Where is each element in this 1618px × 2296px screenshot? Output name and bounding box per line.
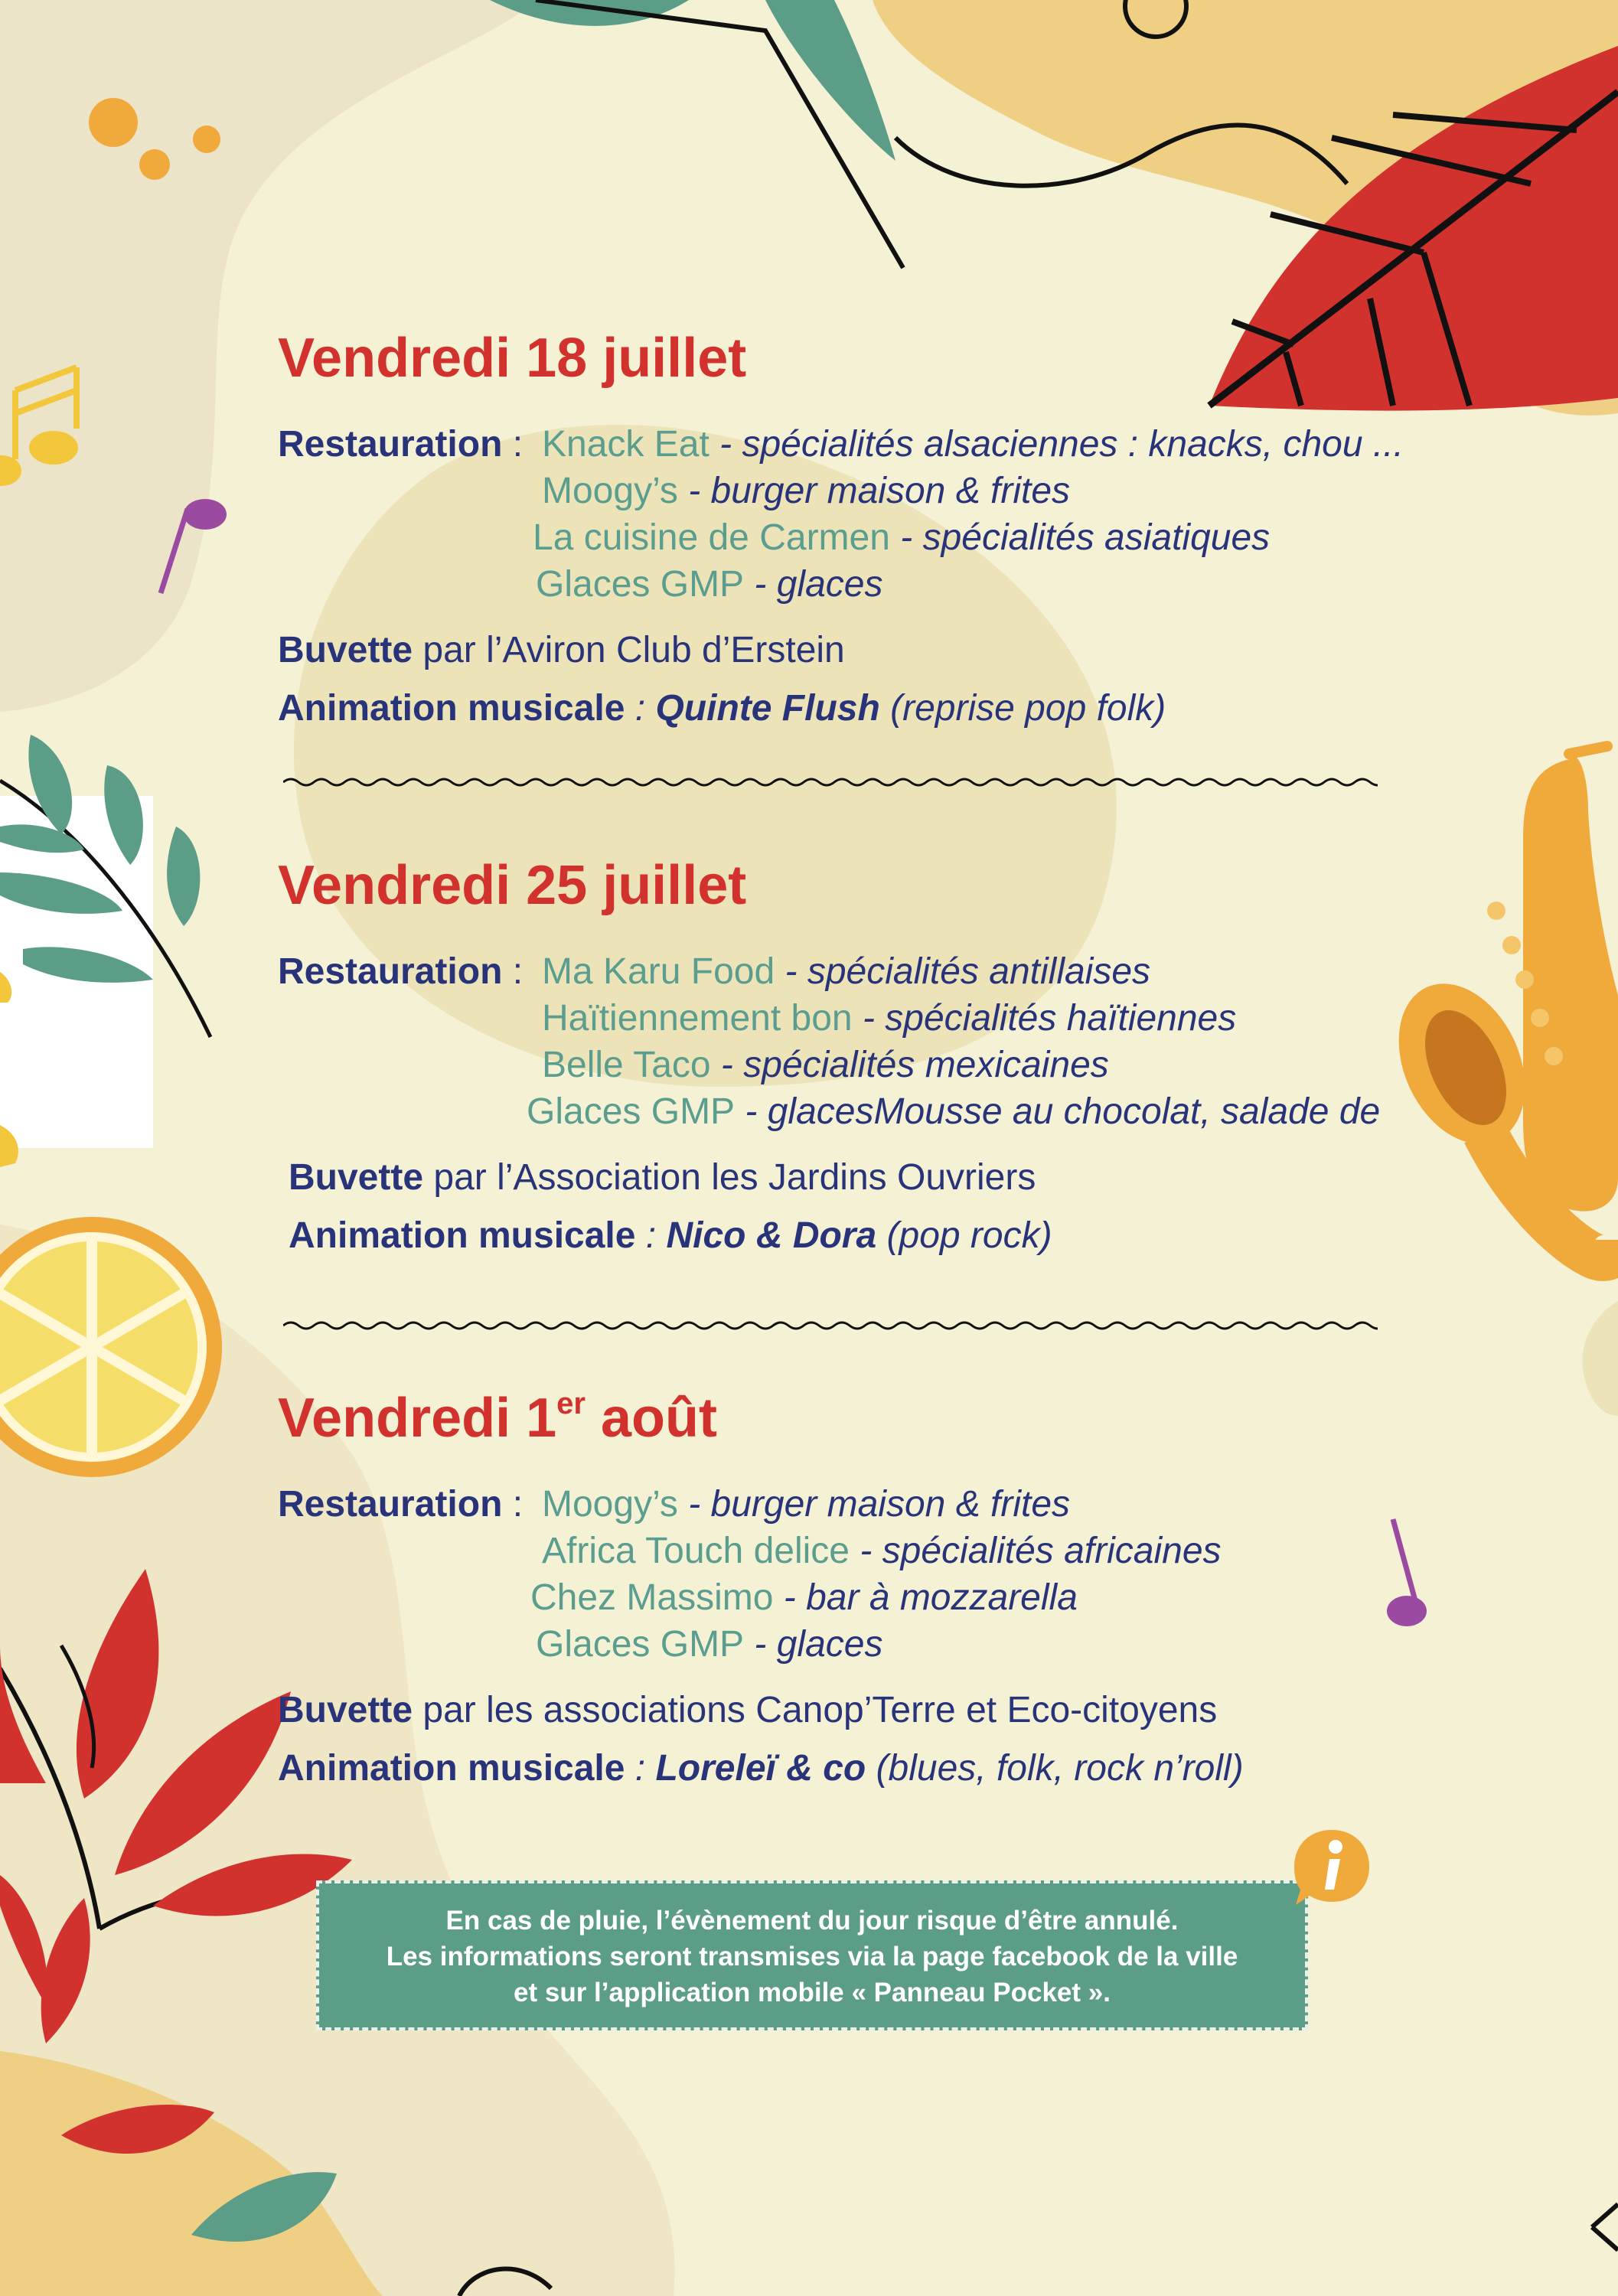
vendor-description: glaces [776,1624,883,1665]
wavy-divider [283,773,1378,791]
leaf-icon [167,827,200,926]
vendor-item: Glaces GMP - glaces [536,1624,883,1665]
vendor-item: Belle Taco - spécialités mexicaines [542,1045,1109,1085]
buvette-text: par l’Aviron Club d’Erstein [413,630,845,670]
vendor-description: spécialités alsaciennes : knacks, chou ... [742,424,1404,465]
animation-line: Animation musicale : Loreleï & co (blues, folk, rock n’roll) [278,1748,1244,1789]
label-colon: : [502,951,524,992]
vendor-description: glacesMousse au chocolat, salade de [767,1091,1381,1132]
vendor-name: Haïtiennement bon [542,998,853,1039]
animation-artist: Loreleï & co [655,1748,866,1789]
info-line: Les informations seront transmises via la page facebook de la ville [386,1942,1238,1971]
vendor-description: spécialités haïtiennes [885,998,1237,1039]
restauration-label: Restauration [278,424,503,465]
animation-label: Animation musicale [289,1215,636,1256]
label-colon: : [502,424,524,465]
animation-label: Animation musicale [278,1748,625,1789]
vendor-description: spécialités africaines [882,1531,1222,1571]
restauration-row [278,948,1472,995]
animation-artist: Quinte Flush [655,688,880,729]
vendor-item: Glaces GMP - glaces [536,564,883,605]
vendor-name: Glaces GMP [536,564,745,605]
buvette-text: par l’Association les Jardins Ouvriers [423,1157,1036,1198]
event-date-title: Vendredi 18 juillet [278,328,747,389]
buvette-label: Buvette [289,1157,424,1198]
vendor-name: Chez Massimo [530,1577,774,1618]
blob-right-edge [1582,1301,1618,1416]
vendor-description: spécialités asiatiques [922,517,1271,558]
vendor-description: burger maison & frites [710,471,1071,511]
animation-artist: Nico & Dora [666,1215,877,1256]
buvette-label: Buvette [278,630,413,670]
vendor-item: Haïtiennement bon - spécialités haïtiennes [542,998,1237,1039]
animation-line: Animation musicale : Quinte Flush (reprise pop folk) [278,688,1166,729]
vendor-name: Glaces GMP [527,1091,736,1132]
buvette-line [278,1154,1472,1202]
vendor-description: spécialités antillaises [807,951,1151,992]
event-date-title: Vendredi 25 juillet [278,855,747,916]
restauration-row [278,421,1472,468]
vendor-description: bar à mozzarella [806,1577,1078,1618]
vendor-name: Belle Taco [542,1045,711,1085]
event-date-title: Vendredi 1er août [278,1387,717,1449]
vendor-description: spécialités mexicaines [743,1045,1109,1085]
vendor-item: Moogy’s - burger maison & frites [542,1484,1071,1525]
info-line: et sur l’application mobile « Panneau Pocket ». [514,1978,1111,2007]
vendor-item: La cuisine de Carmen - spécialités asiatiques [533,517,1271,558]
buvette-text: par les associations Canop’Terre et Eco-citoyens [413,1690,1218,1730]
buvette-line [278,627,1472,674]
vendor-item: Chez Massimo - bar à mozzarella [530,1577,1078,1618]
vendor-name: Knack Eat [542,424,710,465]
info-line: En cas de pluie, l’évènement du jour risque d’être annulé. [445,1906,1179,1936]
vendor-item: Moogy’s - burger maison & frites [542,471,1071,511]
vendor-item: Africa Touch delice - spécialités africaines [542,1531,1222,1571]
vendor-name: Glaces GMP [536,1624,745,1665]
restauration-label: Restauration [278,951,503,992]
rain-info-box [316,1880,1308,2030]
event-section [278,328,1472,732]
animation-label: Animation musicale [278,688,625,729]
vendor-name: Moogy’s [542,1484,678,1525]
event-section [278,855,1472,1260]
buvette-label: Buvette [278,1690,413,1730]
info-icon [1290,1825,1374,1910]
animation-genre: (reprise pop folk) [879,688,1166,729]
animation-line: Animation musicale : Nico & Dora (pop rock) [289,1215,1052,1256]
label-colon: : [502,1484,524,1525]
wavy-divider [283,1316,1378,1335]
animation-genre: (pop rock) [876,1215,1052,1256]
vendor-name: Africa Touch delice [542,1531,850,1571]
restauration-row [278,1481,1472,1528]
vendor-item: Glaces GMP - glacesMousse au chocolat, salade de [527,1091,1381,1132]
date-ordinal-suffix: er [556,1387,586,1420]
event-section [278,1388,1472,1792]
animation-genre: (blues, folk, rock n’roll) [866,1748,1244,1789]
restauration-label: Restauration [278,1484,503,1525]
vendor-description: burger maison & frites [710,1484,1071,1525]
vendor-name: Moogy’s [542,471,678,511]
vendor-description: glaces [776,564,883,605]
vendor-item: Ma Karu Food - spécialités antillaises [542,951,1151,992]
leaf-icon [765,0,895,161]
vendor-name: Ma Karu Food [542,951,775,992]
vendor-name: La cuisine de Carmen [533,517,890,558]
buvette-line [278,1687,1472,1734]
vendor-item: Knack Eat - spécialités alsaciennes : knacks, chou ... [542,424,1404,465]
